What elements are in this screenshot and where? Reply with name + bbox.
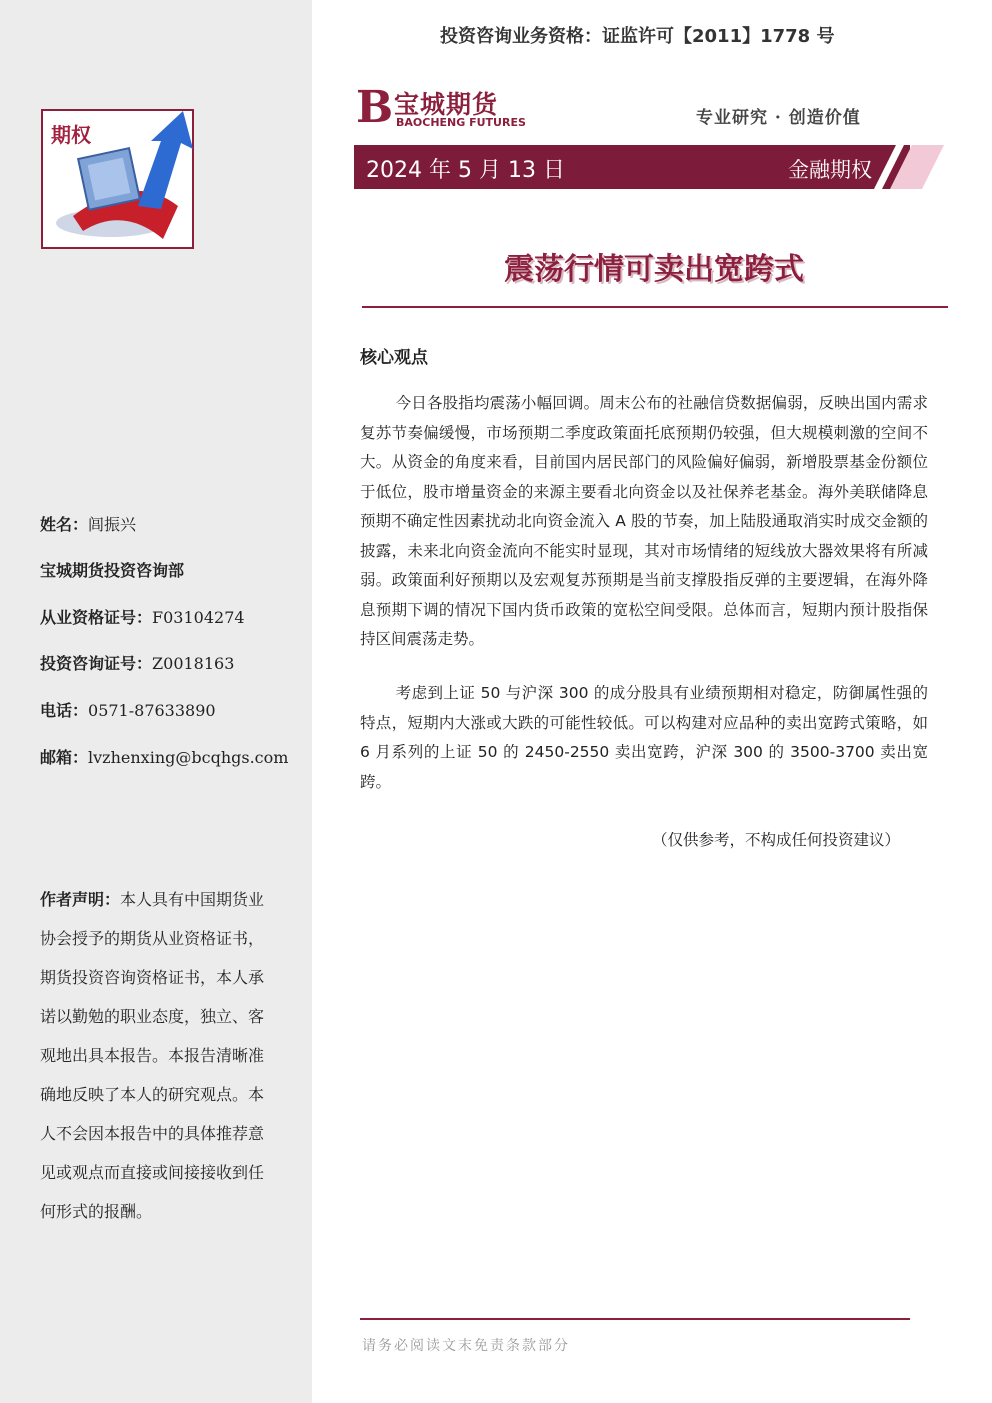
report-title: 震荡行情可卖出宽跨式 bbox=[504, 252, 804, 287]
cert2-value: Z0018163 bbox=[152, 654, 235, 673]
author-label: 姓名： bbox=[40, 515, 89, 534]
statement-label: 作者声明： bbox=[40, 890, 121, 909]
logo-tag: 期权 bbox=[51, 123, 91, 147]
department bbox=[40, 558, 184, 581]
author-statement bbox=[40, 880, 272, 1231]
phone-label: 电话： bbox=[40, 701, 89, 720]
brand-name-cn: 宝城期货 bbox=[394, 90, 499, 119]
phone-row bbox=[40, 698, 216, 721]
report-category: 金融期权 bbox=[788, 158, 872, 182]
sidebar bbox=[0, 0, 312, 1403]
stripes-decoration bbox=[860, 145, 944, 189]
author-row bbox=[40, 512, 136, 535]
cert2-label: 投资咨询证号： bbox=[40, 654, 153, 673]
statement-text: 本人具有中国期货业协会授予的期货从业资格证书，期货投资咨询资格证书，本人承诺以勤勉的职业态度，独立、客观地出具本报告。本报告清晰准确地反映了本人的研究观点。本人不会因本报告中的具体推荐意见或观点而直接或间接接收到任何形式的报酬。 bbox=[40, 890, 265, 1221]
cert1-value: F03104274 bbox=[152, 608, 245, 627]
footer-divider bbox=[360, 1318, 910, 1320]
email-row bbox=[40, 745, 288, 768]
email-link[interactable]: lvzhenxing@bcqhgs.com bbox=[88, 748, 289, 767]
footer-note: 请务必阅读文末免责条款部分 bbox=[362, 1338, 570, 1354]
author-name: 闾振兴 bbox=[88, 515, 137, 534]
cube-arrow-icon bbox=[43, 111, 193, 247]
brand-logo bbox=[356, 82, 536, 133]
body-paragraph-2: 考虑到上证 50 与沪深 300 的成分股具有业绩预期相对稳定，防御属性强的特点，短期内大涨或大跌的可能性较低。可以构建对应品种的卖出宽跨式策略，如 6 月系列的上证 50 的 2450-2550 卖出宽跨，沪深 300 的 3500-3700 卖出宽跨。 bbox=[360, 684, 928, 791]
cert1-label: 从业资格证号： bbox=[40, 608, 153, 627]
license-line: 投资咨询业务资格：证监许可【2011】1778 号 bbox=[440, 26, 835, 47]
body-paragraph-1: 今日各股指均震荡小幅回调。周末公布的社融信贷数据偏弱，反映出国内需求复苏节奏偏缓慢，市场预期二季度政策面托底预期仍较强，但大规模刺激的空间不大。从资金的角度来看，目前国内居民部门的风险偏好偏弱，新增股票基金份额位于低位，股市增量资金的来源主要看北向资金以及社保养老基金。海外美联储降息预期不确定性因素扰动北向资金流入 A 股的节奏，加上陆股通取消实时成交金额的披露，未来北向资金流向不能实时显现，其对市场情绪的短线放大器效果将有所减弱。政策面利好预期以及宏观复苏预期是当前支撑股指反弹的主要逻辑，在海外降息预期下调的情况下国内货币政策的宽松空间受限。总体而言，短期内预计股指保持区间震荡走势。 bbox=[360, 394, 928, 648]
department-name: 宝城期货投资咨询部 bbox=[40, 561, 185, 580]
disclaimer: （仅供参考，不构成任何投资建议） bbox=[652, 831, 901, 849]
email-label: 邮箱： bbox=[40, 748, 89, 767]
cert2-row bbox=[40, 651, 234, 674]
section-heading: 核心观点 bbox=[360, 348, 428, 368]
slogan: 专业研究 · 创造价值 bbox=[696, 108, 861, 128]
title-divider bbox=[362, 306, 948, 308]
phone-value: 0571-87633890 bbox=[88, 701, 216, 720]
options-logo bbox=[41, 109, 194, 249]
brand-name-en: BAOCHENG FUTURES bbox=[396, 116, 526, 129]
report-date: 2024 年 5 月 13 日 bbox=[366, 158, 565, 183]
date-bar bbox=[354, 145, 910, 189]
brand-mark-icon: B bbox=[356, 82, 394, 133]
cert1-row bbox=[40, 605, 245, 628]
